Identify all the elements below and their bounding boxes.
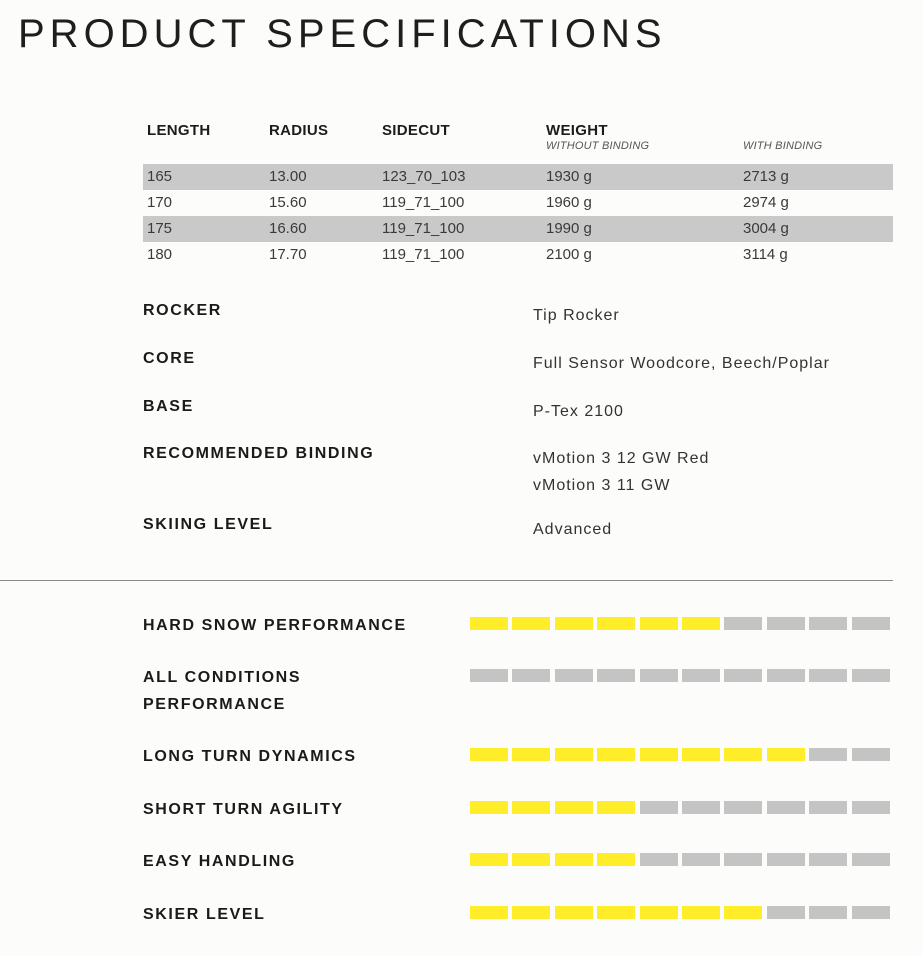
section-divider <box>0 580 893 581</box>
rating-segment-empty <box>682 669 720 682</box>
rating-segment-empty <box>640 669 678 682</box>
rating-segment-empty <box>852 617 890 630</box>
rating-bar-group <box>470 748 892 761</box>
rating-segment-empty <box>809 617 847 630</box>
cell-radius: 15.60 <box>269 194 307 211</box>
property-label: RECOMMENDED BINDING <box>143 445 375 462</box>
rating-segment-filled <box>640 906 678 919</box>
property-value-line: Advanced <box>533 521 613 538</box>
cell-sidecut: 123_70_103 <box>382 168 466 185</box>
cell-radius: 16.60 <box>269 220 307 237</box>
rating-segment-filled <box>555 617 593 630</box>
header-radius: RADIUS <box>269 122 329 139</box>
property-value <box>533 516 612 543</box>
cell-weight-without: 1960 g <box>546 194 592 211</box>
property-label: SKIING LEVEL <box>143 516 274 533</box>
rating-segment-empty <box>767 853 805 866</box>
cell-length: 180 <box>147 246 173 263</box>
rating-segment-empty <box>724 853 762 866</box>
rating-segment-filled <box>597 853 635 866</box>
rating-segment-filled <box>640 748 678 761</box>
cell-weight-without: 1990 g <box>546 220 592 237</box>
rating-segment-empty <box>512 669 550 682</box>
property-label: CORE <box>143 350 196 367</box>
cell-weight-with: 3004 g <box>743 220 789 237</box>
header-with-binding: WITH BINDING <box>743 140 823 152</box>
rating-segment-filled <box>555 906 593 919</box>
rating-segment-filled <box>767 748 805 761</box>
rating-bar-group <box>470 617 892 630</box>
rating-label: LONG TURN DYNAMICS <box>143 748 357 765</box>
cell-weight-with: 2974 g <box>743 194 789 211</box>
cell-length: 175 <box>147 220 173 237</box>
cell-sidecut: 119_71_100 <box>382 246 465 263</box>
rating-segment-empty <box>852 669 890 682</box>
property-label: BASE <box>143 398 194 415</box>
rating-segment-empty <box>640 801 678 814</box>
rating-segment-filled <box>682 748 720 761</box>
header-weight: WEIGHT <box>546 122 608 139</box>
property-value <box>533 350 830 377</box>
rating-label: SKIER LEVEL <box>143 906 266 923</box>
rating-segment-filled <box>512 801 550 814</box>
property-value <box>533 302 620 329</box>
rating-segment-empty <box>724 617 762 630</box>
header-without-binding: WITHOUT BINDING <box>546 140 650 152</box>
rating-segment-filled <box>512 853 550 866</box>
rating-segment-filled <box>597 906 635 919</box>
rating-segment-filled <box>470 617 508 630</box>
cell-sidecut: 119_71_100 <box>382 194 465 211</box>
rating-bar-group <box>470 853 892 866</box>
cell-weight-without: 1930 g <box>546 168 592 185</box>
cell-sidecut: 119_71_100 <box>382 220 465 237</box>
rating-segment-empty <box>724 669 762 682</box>
cell-weight-without: 2100 g <box>546 246 592 263</box>
rating-segment-filled <box>512 748 550 761</box>
rating-segment-filled <box>470 853 508 866</box>
rating-segment-empty <box>682 801 720 814</box>
property-value-line: vMotion 3 12 GW Red <box>533 450 710 467</box>
cell-weight-with: 2713 g <box>743 168 789 185</box>
property-label: ROCKER <box>143 302 222 319</box>
rating-segment-filled <box>682 906 720 919</box>
rating-segment-empty <box>767 906 805 919</box>
rating-segment-empty <box>470 669 508 682</box>
cell-radius: 17.70 <box>269 246 307 263</box>
rating-segment-empty <box>852 853 890 866</box>
rating-segment-empty <box>852 748 890 761</box>
rating-segment-filled <box>682 617 720 630</box>
rating-segment-filled <box>597 801 635 814</box>
rating-segment-filled <box>724 906 762 919</box>
table-row <box>143 242 893 268</box>
page-title: PRODUCT SPECIFICATIONS <box>18 12 667 56</box>
property-value-line: vMotion 3 11 GW <box>533 477 671 494</box>
rating-segment-empty <box>597 669 635 682</box>
rating-segment-empty <box>809 853 847 866</box>
rating-segment-filled <box>597 748 635 761</box>
rating-segment-filled <box>555 853 593 866</box>
rating-segment-filled <box>640 617 678 630</box>
table-row <box>143 164 893 190</box>
rating-segment-empty <box>640 853 678 866</box>
rating-bar-group <box>470 801 892 814</box>
property-value-line: Full Sensor Woodcore, Beech/Poplar <box>533 355 830 372</box>
cell-length: 170 <box>147 194 173 211</box>
rating-segment-empty <box>852 906 890 919</box>
property-value-line: Tip Rocker <box>533 307 620 324</box>
rating-segment-empty <box>809 748 847 761</box>
rating-label: EASY HANDLING <box>143 853 296 870</box>
rating-segment-filled <box>724 748 762 761</box>
rating-segment-filled <box>512 617 550 630</box>
table-row <box>143 216 893 242</box>
rating-label: ALL CONDITIONS PERFORMANCE <box>143 669 302 713</box>
property-value <box>533 445 709 499</box>
rating-label: HARD SNOW PERFORMANCE <box>143 617 407 634</box>
header-length: LENGTH <box>147 122 211 139</box>
rating-segment-empty <box>767 617 805 630</box>
rating-segment-filled <box>470 801 508 814</box>
cell-length: 165 <box>147 168 173 185</box>
rating-segment-empty <box>809 801 847 814</box>
table-row <box>143 190 893 216</box>
rating-bar-group <box>470 669 892 682</box>
rating-segment-filled <box>512 906 550 919</box>
property-value <box>533 398 624 425</box>
rating-segment-empty <box>809 906 847 919</box>
property-value-line: P-Tex 2100 <box>533 403 624 420</box>
header-sidecut: SIDECUT <box>382 122 450 139</box>
rating-segment-filled <box>555 801 593 814</box>
rating-segment-empty <box>852 801 890 814</box>
rating-segment-filled <box>470 906 508 919</box>
rating-segment-filled <box>470 748 508 761</box>
rating-segment-empty <box>555 669 593 682</box>
spec-table-header <box>143 118 893 164</box>
rating-segment-filled <box>597 617 635 630</box>
rating-label: SHORT TURN AGILITY <box>143 801 344 818</box>
rating-segment-empty <box>682 853 720 866</box>
rating-segment-empty <box>809 669 847 682</box>
rating-segment-empty <box>767 801 805 814</box>
rating-bar-group <box>470 906 892 919</box>
spec-table <box>143 118 893 268</box>
rating-segment-empty <box>767 669 805 682</box>
rating-segment-empty <box>724 801 762 814</box>
cell-weight-with: 3114 g <box>743 246 788 263</box>
cell-radius: 13.00 <box>269 168 307 185</box>
rating-segment-filled <box>555 748 593 761</box>
